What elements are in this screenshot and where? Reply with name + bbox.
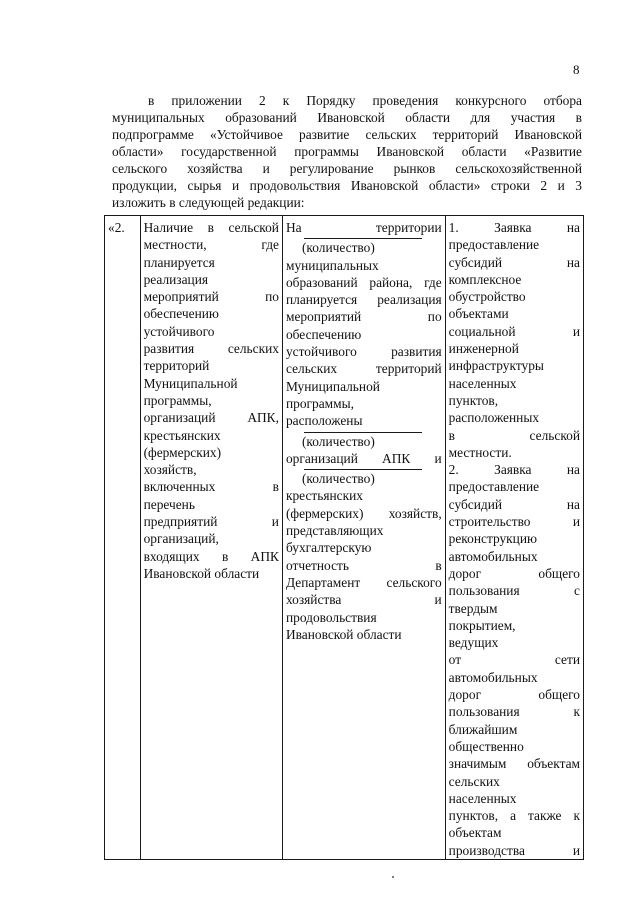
intro-line: в приложении 2 к Порядку проведения конкурсного отбора [148, 93, 582, 108]
text-line: объектам [448, 825, 502, 841]
text-line: в сельской [448, 427, 580, 443]
text-line: хозяйства и [285, 592, 442, 608]
text-line: обеспечению [285, 326, 362, 342]
text-line: инженерной [448, 341, 519, 357]
text-line: ближайшим [448, 721, 518, 737]
text-line: На территории [285, 220, 442, 235]
text-line: ведущих [448, 635, 499, 651]
text-line: устойчивого [143, 323, 215, 339]
text-line: расположенных [448, 410, 540, 426]
text-line: твердым [448, 600, 498, 616]
text-line: производства и [448, 842, 580, 858]
text-line: (количество) [301, 433, 375, 449]
intro-paragraph [112, 92, 582, 211]
text-line: значимым объектам [448, 756, 580, 772]
text-line: дорог общего [448, 565, 580, 581]
text-line: Департамент сельского [285, 574, 442, 590]
intro-line: продукции, сырья и продовольствия Ивановской области» строки 2 и 3 [112, 178, 582, 193]
document-cell [445, 216, 583, 860]
text-line: Наличие в сельской [143, 220, 279, 235]
text-line: реализация [143, 271, 209, 287]
text-line: (количество) [301, 240, 375, 256]
text-line: Ивановской области [143, 565, 260, 581]
text-line: муниципальных [285, 257, 379, 273]
text-line: организаций АПК и [285, 450, 442, 466]
text-line: образований района, где [285, 274, 442, 290]
text-line: автомобильных [448, 548, 538, 564]
text-line: (количество) [301, 471, 375, 487]
text-line: инфраструктуры [448, 358, 544, 374]
text-line: входящих в АПК [143, 548, 279, 564]
text-line: населенных [448, 790, 517, 806]
text-line: Муниципальной [285, 378, 380, 394]
text-line: хозяйств, [143, 462, 197, 478]
text-line: населенных [448, 375, 517, 391]
text-line: сельских территорий [285, 361, 442, 377]
scan-speck [392, 876, 394, 878]
text-line: бухгалтерскую [285, 540, 372, 556]
text-line: реконструкцию [448, 531, 538, 547]
text-line: от сети [448, 652, 580, 668]
text-line: дорог общего [448, 687, 580, 703]
text-line: строительство и [448, 514, 580, 530]
text-line: пунктов, [448, 392, 499, 408]
intro-line: области» государственной программы Ивановской области «Развитие [112, 144, 582, 159]
text-line: включенных в [143, 479, 279, 495]
text-line: Муниципальной [143, 375, 238, 391]
criterion-cell [140, 216, 282, 860]
text-line: планируется реализация [285, 292, 442, 308]
text-line: 1. Заявка на [448, 220, 580, 235]
text-line: местности, где [143, 237, 279, 253]
text-line: организаций АПК, [143, 410, 279, 426]
criteria-table [104, 215, 584, 860]
text-line: представляющих [285, 523, 384, 539]
text-line: обустройство [448, 289, 526, 305]
text-line: мероприятий по [143, 289, 279, 305]
text-line: крестьянских [143, 427, 221, 443]
text-line: территорий [143, 358, 210, 374]
text-line: предоставление [448, 237, 540, 253]
text-line: субсидий на [448, 496, 580, 512]
text-line: программы, [285, 395, 354, 411]
text-line: автомобильных [448, 669, 538, 685]
text-line: развития сельских [143, 341, 279, 357]
text-line: местности. [448, 444, 512, 460]
text-line: перечень [143, 496, 195, 512]
row-number: «2. [108, 220, 125, 235]
intro-line: сельского хозяйства и регулирование рынков сельскохозяйственной [112, 161, 582, 176]
text-line: предоставление [448, 479, 540, 495]
text-line: Ивановской области [285, 626, 402, 642]
text-line: отчетность в [285, 557, 442, 573]
text-line: программы, [143, 392, 212, 408]
text-line: (фермерских) [143, 444, 222, 460]
text-line: объектами [448, 306, 509, 322]
indicator-cell [282, 216, 445, 860]
text-line: устойчивого развития [285, 344, 442, 360]
text-line: предприятий и [143, 514, 279, 530]
text-line: сельских [448, 773, 500, 789]
text-line: субсидий на [448, 254, 580, 270]
intro-line: изложить в следующей редакции: [112, 195, 305, 210]
text-line: крестьянских [285, 488, 363, 504]
text-line: комплексное [448, 271, 522, 287]
text-line: продовольствия [285, 609, 377, 625]
row-number-cell [105, 216, 141, 860]
text-line: (фермерских) хозяйств, [285, 505, 442, 521]
text-line: пользования к [448, 704, 580, 720]
intro-line: муниципальных образований Ивановской области для участия в [112, 110, 582, 125]
text-line: планируется [143, 254, 215, 270]
page-number: 8 [573, 62, 580, 77]
text-line: 2. Заявка на [448, 462, 580, 478]
text-line: обеспечению [143, 306, 219, 322]
text-line: расположены [285, 413, 363, 429]
text-line: общественно [448, 738, 524, 754]
intro-line: подпрограмме «Устойчивое развитие сельских территорий Ивановской [112, 127, 582, 142]
table-row [105, 216, 584, 860]
text-line: покрытием, [448, 617, 516, 633]
text-line: пунктов, а также к [448, 808, 580, 824]
text-line: пользования с [448, 583, 580, 599]
text-line: организаций, [143, 531, 219, 547]
text-line: мероприятий по [285, 309, 442, 325]
text-line: социальной и [448, 323, 580, 339]
